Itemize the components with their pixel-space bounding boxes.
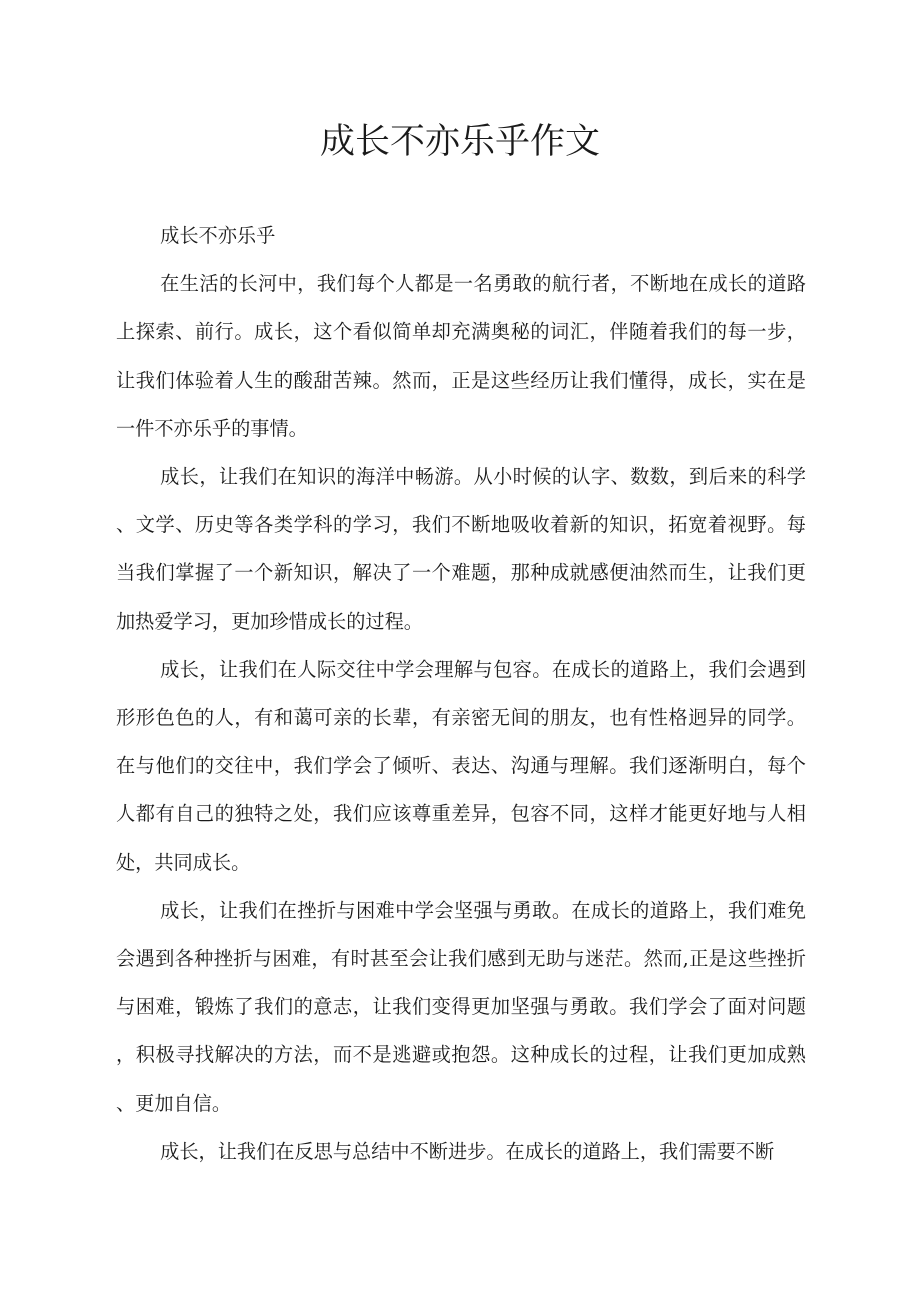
paragraph: 成长，让我们在挫折与困难中学会坚强与勇敢。在成长的道路上，我们难免会遇到各种挫折与困难，有时甚至会让我们感到无助与迷茫。然而,正是这些挫折与困难，锻炼了我们的意志，让我们变得更加坚强与勇敢。我们学会了面对问题，积极寻找解决的方法，而不是逃避或抱怨。这种成长的过程，让我们更加成熟、更加自信。 bbox=[116, 898, 806, 1115]
paragraph: 在生活的长河中，我们每个人都是一名勇敢的航行者，不断地在成长的道路上探索、前行。成长，这个看似简单却充满奥秘的词汇，伴随着我们的每一步，让我们体验着人生的酸甜苦辣。然而，正是这些经历让我们懂得，成长，实在是一件不亦乐乎的事情。 bbox=[116, 272, 806, 440]
paragraph: 成长，让我们在反思与总结中不断进步。在成长的道路上，我们需要不断 bbox=[160, 1139, 775, 1163]
paragraph: 成长，让我们在人际交往中学会理解与包容。在成长的道路上，我们会遇到形形色色的人，有和蔼可亲的长辈，有亲密无间的朋友，也有性格迥异的同学。在与他们的交往中，我们学会了倾听、表达、沟通与理解。我们逐渐明白，每个人都有自己的独特之处，我们应该尊重差异，包容不同，这样才能更好地与人相处，共同成长。 bbox=[116, 657, 806, 874]
document-title: 成长不亦乐乎作文 bbox=[319, 122, 600, 162]
document-body bbox=[116, 212, 806, 1176]
paragraph: 成长，让我们在知识的海洋中畅游。从小时候的认字、数数，到后来的科学、文学、历史等各类学科的学习，我们不断地吸收着新的知识，拓宽着视野。每当我们掌握了一个新知识，解决了一个难题，那种成就感便油然而生，让我们更加热爱学习，更加珍惜成长的过程。 bbox=[116, 465, 806, 633]
paragraph-subtitle: 成长不亦乐乎 bbox=[160, 224, 276, 247]
